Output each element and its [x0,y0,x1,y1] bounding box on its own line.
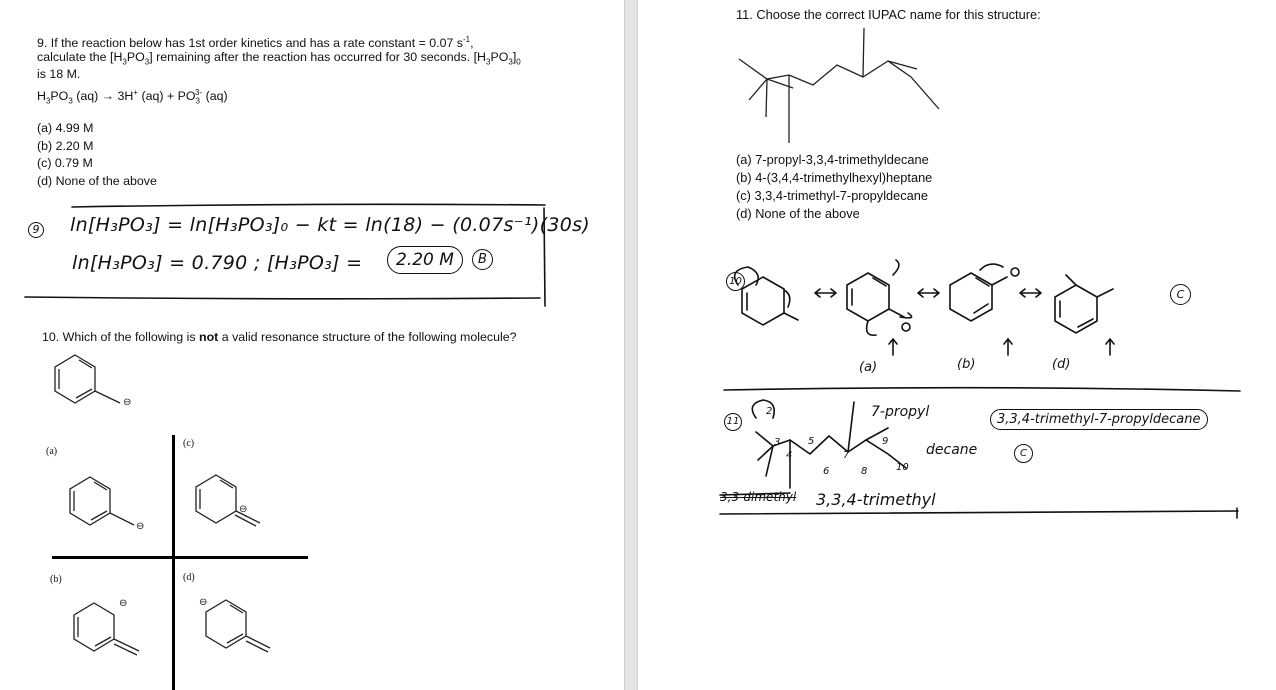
q9-number-circled: 9 [28,222,44,238]
q10-main-charge: ⊖ [123,397,132,408]
q11-carbon-10: 10 [896,462,909,473]
q11-carbon-4: 4 [786,450,793,461]
q10-arrow-label-d: (d) [1052,357,1071,372]
q9-line3: is 18 M. [37,67,81,81]
q11-work-propyl: 7-propyl [871,404,930,420]
q9-work-line2: ln[H₃PO₃] = 0.790 ; [H₃PO₃] = [72,252,363,274]
q11-answer-boxed: 3,3,4-trimethyl-7-propyldecane [990,409,1208,430]
q10-arrow-label-b: (b) [957,357,976,372]
q10-b-charge: ⊖ [119,598,128,609]
q10-label-d: (d) [183,572,195,583]
q9-option-b: (b) 2.20 M [37,138,94,153]
q10-structure-c [188,470,288,540]
q11-letter-circled: C [1014,444,1033,463]
q10-label-b: (b) [50,574,62,585]
q11-number-circled: 11 [724,413,742,431]
q9-line1: 9. If the reaction below has 1st order kinetics and has a rate constant = 0.07 $s^{-1}$, [37,35,474,51]
q11-carbon-3: 3 [774,437,781,448]
right-page [638,0,1276,690]
q10-structure-a [62,472,162,542]
q10-number-circled: 10 [726,272,745,291]
q9-equation: $H_3PO_3$ (aq) → 3H+ $(aq) + PO_3^{3-}$ (aq) [37,88,228,106]
page-gutter [624,0,638,690]
q10-d-charge: ⊖ [199,597,208,608]
left-page [0,0,624,690]
q10-arrow-label-a: (a) [859,360,878,375]
q10-main-molecule [50,350,150,420]
q11-work-decane: decane [926,442,978,458]
q9-option-a: (a) 4.99 M [37,121,94,135]
q9-work-line1: ln[H₃PO₃] = ln[H₃PO₃]₀ − kt = ln(18) − (0.07s⁻¹)(30s) [70,214,591,236]
q10-a-charge: ⊖ [136,521,145,532]
q10-letter-circled: C [1170,284,1191,305]
q10-handwritten-resonance [718,255,1238,385]
q11-option-d: (d) None of the above [736,206,860,221]
q11-option-b: (b) 4-(3,4,4-trimethylhexyl)heptane [736,170,933,185]
q10-label-a: (a) [46,446,58,457]
q11-carbon-9: 9 [882,436,889,447]
q9-letter-circled: B [472,249,493,270]
q9-answer-circled: 2.20 M [387,246,463,274]
q11-carbon-5: 5 [808,436,815,447]
q10-question: 10. Which of the following is not a valid resonance structure of the following molecule? [42,330,517,344]
q9-line2: calculate the $[H_3PO_3]$ remaining after the reaction has occurred for 30 seconds. $[H_3PO_3]_0$ [37,49,521,66]
q11-work-trimethyl: 3,3,4-trimethyl [816,490,936,509]
q10-label-c: (c) [183,438,195,449]
q11-carbon-7: 7 [843,450,850,461]
q11-skeletal-structure [733,25,983,145]
q11-carbon-8: 8 [861,466,868,477]
q10-grid-horizontal [52,556,308,559]
q10-c-charge: ⊖ [239,504,248,515]
q11-option-c: (c) 3,3,4-trimethyl-7-propyldecane [736,188,929,203]
q10-grid-vertical [172,435,175,690]
q11-carbon-6: 6 [823,466,830,477]
q10-structure-b [64,598,164,668]
q11-option-a: (a) 7-propyl-3,3,4-trimethyldecane [736,152,929,167]
q11-carbon-2: 2 [766,406,773,417]
q11-question: 11. Choose the correct IUPAC name for this structure: [736,7,1041,22]
q9-option-c: (c) 0.79 M [37,156,93,170]
q9-option-d: (d) None of the above [37,173,157,188]
q11-work-struck: 3,3-dimethyl [720,490,797,504]
q10-structure-d [198,595,298,665]
